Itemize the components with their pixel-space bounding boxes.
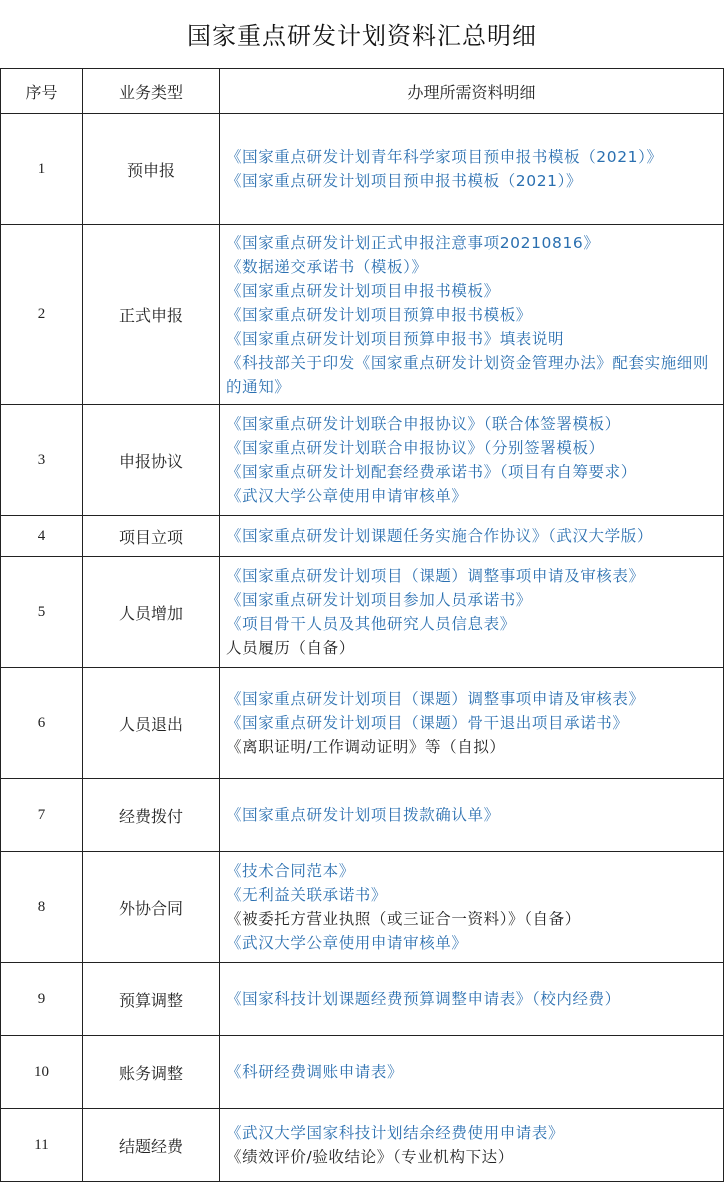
document-text: 《离职证明/工作调动证明》等（自拟）	[226, 738, 506, 756]
header-num: 序号	[1, 69, 83, 114]
table-row	[1, 114, 724, 225]
business-type: 经费拨付	[83, 779, 220, 852]
table-row	[1, 779, 724, 852]
required-documents	[220, 557, 724, 668]
document-link[interactable]: 《武汉大学公章使用申请审核单》	[226, 487, 468, 505]
required-documents	[220, 779, 724, 852]
row-number: 10	[1, 1036, 83, 1109]
business-type: 项目立项	[83, 516, 220, 557]
business-type: 预算调整	[83, 963, 220, 1036]
document-link[interactable]: 《武汉大学国家科技计划结余经费使用申请表》	[226, 1124, 565, 1142]
row-number: 9	[1, 963, 83, 1036]
document-link[interactable]: 《国家科技计划课题经费预算调整申请表》（校内经费）	[226, 990, 621, 1008]
document-link[interactable]: 《国家重点研发计划项目预申报书模板（2021）》	[226, 172, 583, 190]
table-body	[1, 114, 724, 1182]
document-link[interactable]: 《无利益关联承诺书》	[226, 886, 388, 904]
table-header-row	[1, 69, 724, 114]
business-type: 结题经费	[83, 1109, 220, 1182]
business-type: 申报协议	[83, 405, 220, 516]
row-number: 8	[1, 852, 83, 963]
document-link[interactable]: 《国家重点研发计划项目预算申报书》填表说明	[226, 329, 565, 348]
required-documents	[220, 114, 724, 225]
document-link[interactable]: 《国家重点研发计划项目（课题）调整事项申请及审核表》	[226, 690, 645, 708]
document-text: 《被委托方营业执照（或三证合一资料）》（自备）	[226, 910, 581, 928]
business-type: 人员增加	[83, 557, 220, 668]
business-type: 预申报	[83, 114, 220, 225]
table-row	[1, 405, 724, 516]
row-number: 3	[1, 405, 83, 516]
table-row	[1, 225, 724, 405]
document-link[interactable]: 《国家重点研发计划项目申报书模板》	[226, 281, 500, 300]
document-link[interactable]: 《国家重点研发计划项目拨款确认单》	[226, 806, 500, 824]
table-row	[1, 557, 724, 668]
document-link[interactable]: 《数据递交承诺书（模板）》	[226, 257, 428, 276]
table-row	[1, 963, 724, 1036]
business-type: 外协合同	[83, 852, 220, 963]
row-number: 6	[1, 668, 83, 779]
row-number: 7	[1, 779, 83, 852]
document-link[interactable]: 《国家重点研发计划联合申报协议》（分别签署模板）	[226, 439, 605, 457]
document-text: 《绩效评价/验收结论》（专业机构下达）	[226, 1148, 514, 1166]
required-documents	[220, 963, 724, 1036]
required-documents	[220, 405, 724, 516]
row-number: 2	[1, 225, 83, 405]
row-number: 5	[1, 557, 83, 668]
table-row	[1, 1036, 724, 1109]
business-type: 账务调整	[83, 1036, 220, 1109]
document-text: 人员履历（自备）	[226, 639, 355, 657]
table-row	[1, 852, 724, 963]
required-documents	[220, 516, 724, 557]
required-documents	[220, 852, 724, 963]
document-link[interactable]: 《国家重点研发计划正式申报注意事项20210816》	[226, 233, 600, 252]
document-link[interactable]: 《科研经费调账申请表》	[226, 1063, 404, 1081]
document-link[interactable]: 《国家重点研发计划项目（课题）调整事项申请及审核表》	[226, 567, 645, 585]
row-number: 11	[1, 1109, 83, 1182]
table-row	[1, 516, 724, 557]
business-type: 人员退出	[83, 668, 220, 779]
header-docs: 办理所需资料明细	[220, 69, 724, 114]
header-type: 业务类型	[83, 69, 220, 114]
row-number: 1	[1, 114, 83, 225]
table-row	[1, 668, 724, 779]
document-link[interactable]: 《国家重点研发计划项目（课题）骨干退出项目承诺书》	[226, 714, 629, 732]
table-row	[1, 1109, 724, 1182]
document-link[interactable]: 《国家重点研发计划联合申报协议》（联合体签署模板）	[226, 415, 621, 433]
document-link[interactable]: 《国家重点研发计划项目参加人员承诺书》	[226, 591, 532, 609]
document-link[interactable]: 《国家重点研发计划配套经费承诺书》（项目有自筹要求）	[226, 463, 637, 481]
required-documents	[220, 1036, 724, 1109]
document-link[interactable]: 《武汉大学公章使用申请审核单》	[226, 934, 468, 952]
document-link[interactable]: 《项目骨干人员及其他研究人员信息表》	[226, 615, 516, 633]
required-documents	[220, 1109, 724, 1182]
business-type: 正式申报	[83, 225, 220, 405]
page-title: 国家重点研发计划资料汇总明细	[187, 22, 537, 50]
document-link[interactable]: 《国家重点研发计划青年科学家项目预申报书模板（2021）》	[226, 148, 663, 166]
document-link[interactable]: 《技术合同范本》	[226, 862, 355, 880]
required-documents	[220, 668, 724, 779]
document-link[interactable]: 《国家重点研发计划课题任务实施合作协议》（武汉大学版）	[226, 527, 653, 545]
materials-table	[0, 68, 724, 1182]
required-documents	[220, 225, 724, 405]
row-number: 4	[1, 516, 83, 557]
document-link[interactable]: 《科技部关于印发《国家重点研发计划资金管理办法》配套实施细则的通知》	[226, 353, 710, 396]
document-link[interactable]: 《国家重点研发计划项目预算申报书模板》	[226, 305, 532, 324]
